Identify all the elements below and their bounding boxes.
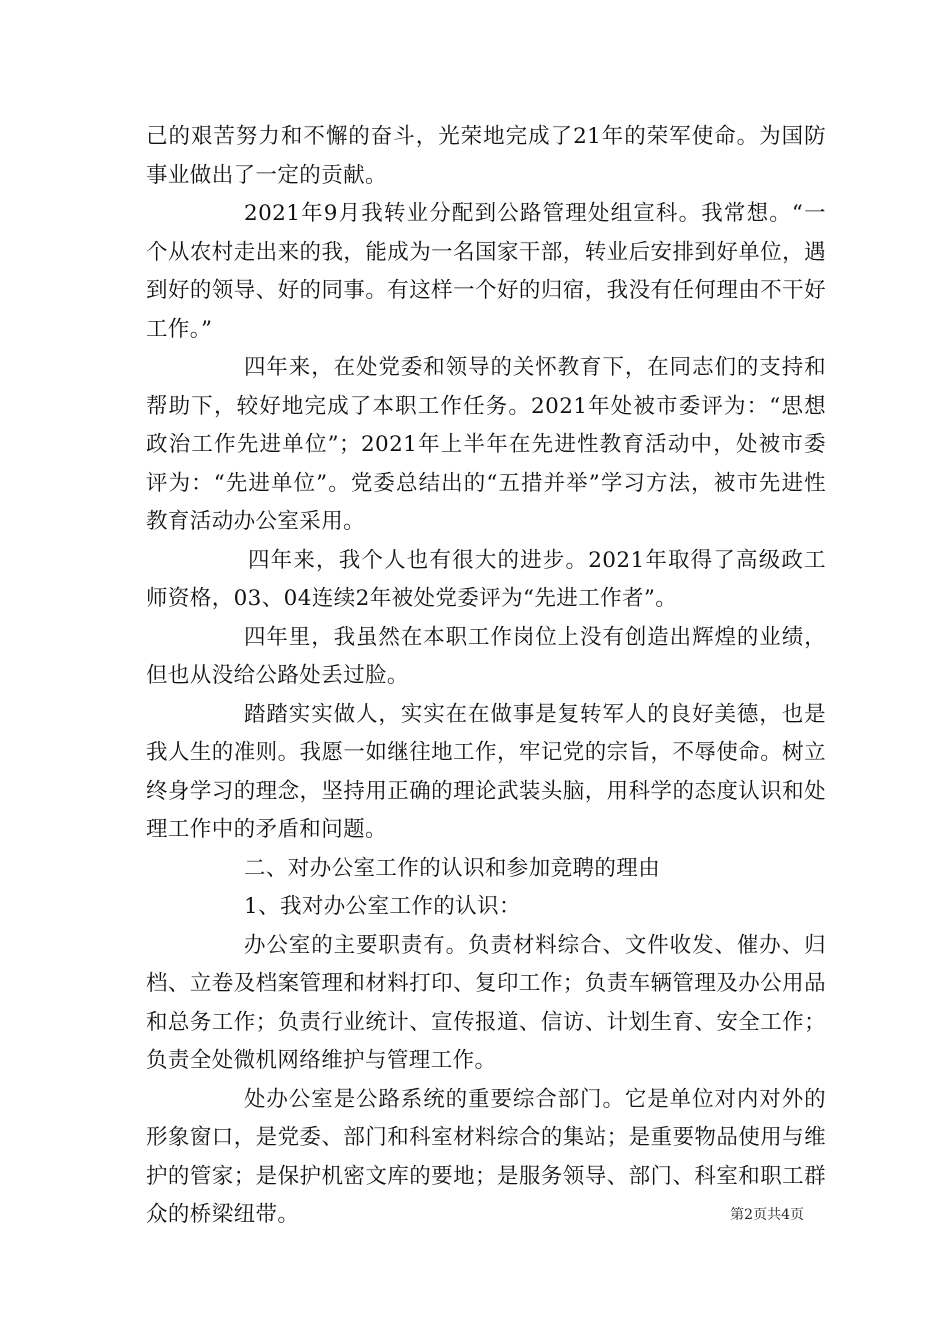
page-number-footer: 第2页共4页 bbox=[730, 1207, 804, 1223]
paragraph-principles: 踏踏实实做人，实实在在做事是复转军人的良好美德，也是我人生的准则。我愿一如继往地工作，牢记党的宗旨，不辱使命。树立终身学习的理念，坚持用正确的理论武装头脑，用科学的态度认识和处理工作中的矛盾和问题。 bbox=[146, 701, 826, 842]
section-heading: 二、对办公室工作的认识和参加竞聘的理由 bbox=[244, 855, 661, 881]
paragraph-four-years-personal: 四年来，我个人也有很大的进步。2021年取得了高级政工师资格，03、04连续2年被处党委评为“先进工作者”。 bbox=[146, 547, 826, 611]
subsection-heading: 1、我对办公室工作的认识： bbox=[244, 894, 521, 919]
document-body bbox=[146, 118, 826, 1235]
paragraph-continuation: 己的艰苦努力和不懈的奋斗，光荣地完成了21年的荣军使命。为国防事业做出了一定的贡献。 bbox=[146, 124, 826, 188]
paragraph-office-role: 处办公室是公路系统的重要综合部门。它是单位对内对外的形象窗口，是党委、部门和科室材料综合的集站；是重要物品使用与维护的管家；是保护机密文库的要地；是服务领导、部门、科室和职工群众的桥梁纽带。 bbox=[146, 1086, 826, 1227]
paragraph-four-years-unit: 四年来，在处党委和领导的关怀教育下，在同志们的支持和帮助下，较好地完成了本职工作任务。2021年处被市委评为：“思想政治工作先进单位”；2021年上半年在先进性教育活动中，处被市委评为：“先进单位”。党委总结出的“五措并举”学习方法，被市先进性教育活动办公室采用。 bbox=[146, 355, 826, 534]
paragraph-office-duties: 办公室的主要职责有。负责材料综合、文件收发、催办、归档、立卷及档案管理和材料打印、复印工作；负责车辆管理及办公用品和总务工作；负责行业统计、宣传报道、信访、计划生育、安全工作；负责全处微机网络维护与管理工作。 bbox=[146, 932, 826, 1073]
paragraph-transfer: 2021年9月我转业分配到公路管理处组宣科。我常想。“一个从农村走出来的我，能成为一名国家干部，转业后安排到好单位，遇到好的领导、好的同事。有这样一个好的归宿，我没有任何理由不干好工作。” bbox=[146, 201, 826, 342]
paragraph-four-years-work: 四年里，我虽然在本职工作岗位上没有创造出辉煌的业绩，但也从没给公路处丢过脸。 bbox=[146, 624, 826, 688]
